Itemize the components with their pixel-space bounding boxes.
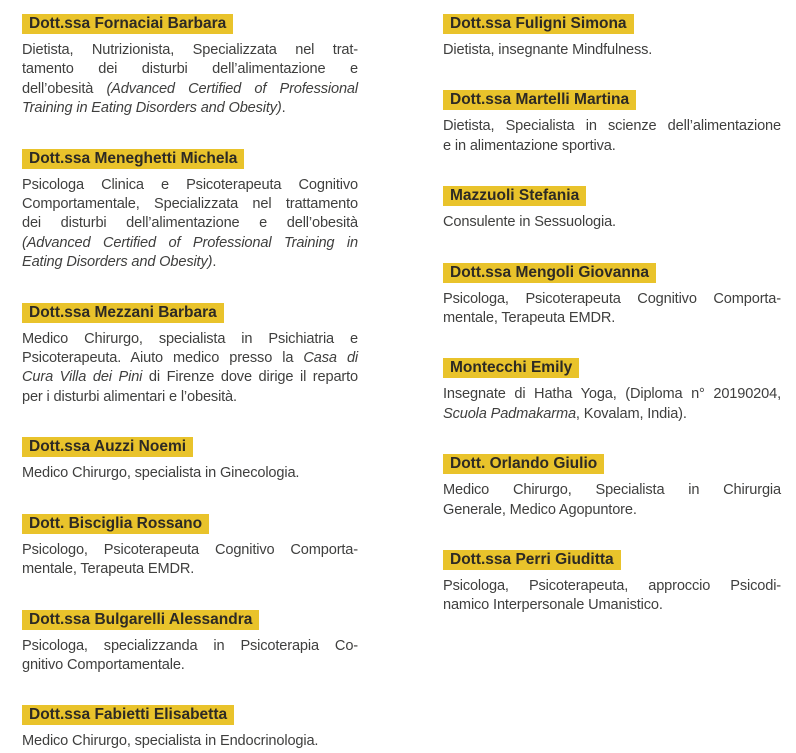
entry-description-line (22, 330, 358, 349)
entry-description (443, 117, 781, 156)
italic-text-segment: Scuola Padmakarma (443, 405, 576, 422)
text-segment: Dietista, Specialista in scienze dell’alimentazione (443, 118, 781, 135)
directory-entry (443, 14, 781, 60)
entry-name-row (443, 186, 781, 206)
italic-text-segment: Training in Eating Disorders and Obesity) (22, 100, 282, 117)
italic-text-segment: Eating Disorders and Obesity) (22, 254, 213, 271)
entry-description-line (443, 137, 781, 156)
entry-name-row (443, 358, 781, 378)
text-segment: mentale, Terapeuta EMDR. (443, 310, 616, 327)
entry-name-row (22, 149, 358, 169)
entry-description-line (22, 176, 358, 195)
directory-entry (443, 358, 781, 424)
entry-description-line (443, 213, 781, 232)
entry-description (443, 41, 781, 60)
directory-entry (22, 514, 358, 580)
entry-description (22, 464, 358, 483)
entry-description-line (22, 41, 358, 60)
entry-description (443, 481, 781, 520)
entry-description-line (443, 385, 781, 404)
entry-name-highlight: Dott.ssa Martelli Martina (443, 90, 636, 110)
entry-description-line (443, 501, 781, 520)
entry-description (443, 385, 781, 424)
directory-entry (22, 14, 358, 119)
entry-name-row (22, 610, 358, 630)
entry-name-highlight: Dott. Orlando Giulio (443, 454, 604, 474)
directory-entry (22, 610, 358, 676)
entry-name-row (22, 437, 358, 457)
entry-name-highlight: Dott.ssa Fuligni Simona (443, 14, 634, 34)
text-segment: . (281, 100, 286, 117)
text-segment: Insegnate di Hatha Yoga, (Diploma n° 20190204, (443, 386, 781, 403)
entry-name-row (22, 303, 358, 323)
entry-name-row (443, 90, 781, 110)
directory-entry (443, 263, 781, 329)
directory-entry (443, 186, 781, 232)
entry-name-row (22, 705, 358, 725)
entry-name-highlight: Dott.ssa Fabietti Elisabetta (22, 705, 234, 725)
entry-description-line (443, 405, 781, 424)
italic-text-segment: Casa di (303, 350, 358, 367)
entry-description (22, 541, 358, 580)
text-segment: Comportamentale, Specializzata nel trattamento (22, 196, 358, 213)
entry-name-highlight: Dott.ssa Auzzi Noemi (22, 437, 193, 457)
entry-name-row (22, 514, 358, 534)
directory-entry (443, 550, 781, 616)
entry-name-row (443, 454, 781, 474)
entry-name-highlight: Mazzuoli Stefania (443, 186, 586, 206)
entry-description-line (443, 117, 781, 136)
text-segment: Psicoterapeuta. Aiuto medico presso la (22, 350, 304, 367)
italic-text-segment: (Advanced Certified of Professional Training in (22, 234, 358, 251)
entry-name-highlight: Dott.ssa Perri Giuditta (443, 550, 621, 570)
directory-entry (22, 705, 358, 751)
text-segment: Medico Chirurgo, Specialista in Chirurgia (443, 482, 781, 499)
text-segment: tamento dei disturbi dell’alimentazione e (22, 61, 358, 78)
text-segment: per i disturbi alimentari e l’obesità. (22, 388, 237, 405)
text-segment: dei disturbi dell’alimentazione e dell’obesità (22, 215, 358, 232)
entry-name-row (22, 14, 358, 34)
entry-description-line (22, 195, 358, 214)
entry-name-highlight: Dott.ssa Bulgarelli Alessandra (22, 610, 259, 630)
text-segment: Generale, Medico Agopuntore. (443, 501, 637, 518)
directory-entry (443, 454, 781, 520)
entry-description-line (22, 368, 358, 387)
entry-description-line (443, 596, 781, 615)
entry-description-line (443, 577, 781, 596)
text-segment: Psicologa, Psicoterapeuta, approccio Psicodi- (443, 578, 781, 595)
directory-entry (443, 90, 781, 156)
directory-entry (22, 437, 358, 483)
entry-description-line (443, 309, 781, 328)
entry-description (443, 577, 781, 616)
entry-description-line (443, 481, 781, 500)
entry-description-line (22, 349, 358, 368)
text-segment: e in alimentazione sportiva. (443, 137, 616, 154)
text-segment: Dietista, Nutrizionista, Specializzata nel trat- (22, 42, 358, 58)
right-column (443, 14, 781, 753)
entry-name-row (443, 14, 781, 34)
entry-description-line (22, 60, 358, 79)
text-segment: Psicologo, Psicoterapeuta Cognitivo Comporta- (22, 541, 358, 558)
entry-description-line (443, 41, 781, 60)
directory-entry (22, 303, 358, 408)
entry-name-highlight: Dott.ssa Mezzani Barbara (22, 303, 224, 323)
text-segment: . (212, 254, 217, 271)
text-segment: Psicologa, specializzanda in Psicoterapia Co- (22, 637, 358, 654)
entry-description-line (22, 388, 358, 407)
italic-text-segment: (Advanced Certified of Professional (106, 80, 358, 97)
entry-name-highlight: Dott. Bisciglia Rossano (22, 514, 209, 534)
entry-name-row (443, 550, 781, 570)
italic-text-segment: Cura Villa dei Pini (22, 369, 143, 386)
text-segment: di Firenze dove dirige il reparto (142, 369, 358, 386)
entry-description-line (22, 234, 358, 253)
entry-description (443, 290, 781, 329)
text-segment: Medico Chirurgo, specialista in Psichiatria e (22, 330, 358, 347)
entry-description (22, 176, 358, 273)
text-segment: dell’obesità (22, 80, 107, 97)
left-column (22, 14, 358, 753)
entry-description-line (22, 464, 358, 483)
entry-description-line (22, 214, 358, 233)
entry-description-line (22, 541, 358, 560)
directory-entry (22, 149, 358, 273)
text-segment: Dietista, insegnante Mindfulness. (443, 42, 653, 58)
text-segment: , Kovalam, India). (575, 405, 687, 422)
text-segment: mentale, Terapeuta EMDR. (22, 561, 195, 578)
entry-description-line (443, 290, 781, 309)
entry-description-line (22, 560, 358, 579)
entry-description-line (22, 637, 358, 656)
text-segment: Medico Chirurgo, specialista in Endocrinologia. (22, 733, 319, 750)
entry-description-line (22, 80, 358, 99)
entry-description-line (22, 253, 358, 272)
entry-name-highlight: Dott.ssa Meneghetti Michela (22, 149, 244, 169)
entry-name-highlight: Dott.ssa Mengoli Giovanna (443, 263, 656, 283)
entry-description (443, 213, 781, 232)
entry-description (22, 637, 358, 676)
entry-description (22, 41, 358, 119)
entry-name-highlight: Dott.ssa Fornaciai Barbara (22, 14, 233, 34)
entry-description (22, 732, 358, 751)
entry-description (22, 330, 358, 408)
entry-name-row (443, 263, 781, 283)
text-segment: namico Interpersonale Umanistico. (443, 597, 663, 614)
entry-name-highlight: Montecchi Emily (443, 358, 579, 378)
entry-description-line (22, 656, 358, 675)
text-segment: Medico Chirurgo, specialista in Ginecologia. (22, 465, 300, 482)
text-segment: Consulente in Sessuologia. (443, 214, 616, 231)
entry-description-line (22, 99, 358, 118)
entry-description-line (22, 732, 358, 751)
text-segment: Psicologa Clinica e Psicoterapeuta Cognitivo (22, 176, 358, 193)
text-segment: gnitivo Comportamentale. (22, 656, 185, 673)
text-segment: Psicologa, Psicoterapeuta Cognitivo Comporta- (443, 290, 781, 307)
